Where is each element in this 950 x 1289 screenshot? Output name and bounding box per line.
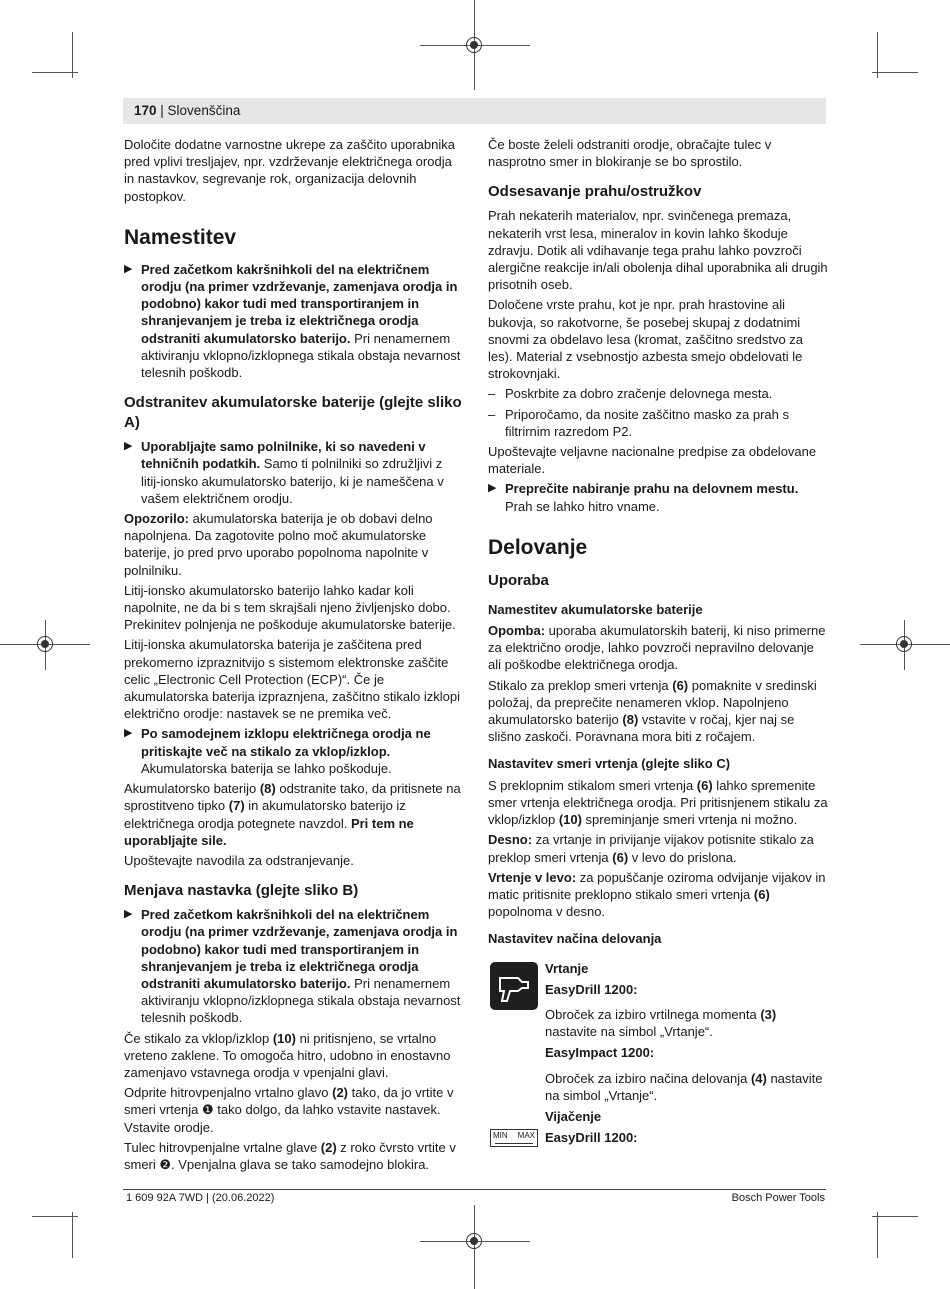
- page-number: 170: [134, 103, 157, 118]
- triangle-bullet-icon: ▶: [124, 908, 133, 921]
- opozorilo-paragraph: Opozorilo: akumulatorska baterija je ob dobavi delno napolnjena. Da zagotovite polno moč akumulatorske baterije, jo pred prvo uporabo popolnoma napolnite v polnilniku.: [124, 511, 433, 578]
- triangle-bullet-icon: ▶: [124, 727, 133, 740]
- stikalo-paragraph: Če stikalo za vklop/izklop (10) ni pritisnjeno, se vrtalno vreteno zaklene. To omogoča hitro, udobno in enostavno zamenjavo vstavnega orodja v vpenjalni glavi.: [124, 1030, 451, 1080]
- predpise-paragraph: Upoštevajte veljavne nacionalne predpise za obdelovane materiale.: [488, 444, 817, 477]
- heading-menjava: Menjava nastavka (glejte sliko B): [124, 882, 359, 900]
- warning-bullet: ▶ Uporabljajte samo polnilnike, ki so navedeni v tehničnih podatkih. Samo ti polnilniki so združljivi z litij-ionsko akumulatorsko baterijo, ki je nameščena v vašem električnem orodju.: [124, 439, 444, 506]
- prah-paragraph-2: Določene vrste prahu, kot je npr. prah hrastovine ali bukovja, so rakotvorne, še posebej skupaj z dodatnimi snovmi za obdelavo lesa (kromat, zaščitno sredstvo za les). Material z vsebnostjo azbesta smejo obdelovati le strokovnjaki.: [488, 297, 804, 382]
- levo-paragraph: Vrtenje v levo: za popuščanje oziroma odvijanje vijakov in matic pritisnite preklopno stikalo smeri vrtenja (6) popolnoma v desno.: [488, 869, 826, 920]
- triangle-bullet-icon: ▶: [488, 482, 497, 495]
- litij-paragraph-2: Litij-ionska akumulatorska baterija je zaščitena pred prekomerno izpraznitvijo s sistemom elektronske zaščite celic „Electronic Cell Protection (ECP)“. Če je akumulatorska baterija izpraznjena, zaščitno stikalo izklopi električno orodje: nastavek se ne premika več.: [124, 637, 460, 722]
- drill-icon: [490, 962, 538, 1010]
- footer-brand: Bosch Power Tools: [731, 1192, 825, 1204]
- registration-target-icon: [466, 1233, 482, 1249]
- stikalo-smer-paragraph: Stikalo za preklop smeri vrtenja (6) pomaknite v sredinski položaj, da preprečite nenameren vklop. Napolnjeno akumulatorsko baterijo (8) vstavite v ročaj, kjer naj se slišno zaskoči. Poravnana mora biti z ročajem.: [488, 677, 817, 745]
- heading-odstranitev: Odstranitev akumulatorske baterije (glejte sliko A): [124, 394, 462, 432]
- heading-namestitev-akku: Namestitev akumulatorske baterije: [488, 601, 703, 617]
- disposal-paragraph: Upoštevajte navodila za odstranjevanje.: [124, 852, 354, 868]
- easydrill-label: EasyDrill 1200:: [545, 1130, 638, 1146]
- vijacenje-title: Vijačenje: [545, 1108, 602, 1124]
- remove-battery-paragraph: Akumulatorsko baterijo (8) odstranite tako, da pritisnete na sprostitveno tipko (7) in akumulatorsko baterijo iz električnega orodja potegnete navzdol. Pri tem ne uporabljajte sile.: [124, 781, 461, 848]
- intro-paragraph: Določite dodatne varnostne ukrepe za zaščito uporabnika pred vplivi tresljajev, npr. vzdrževanje električnega orodja in nastavkov, segrevanje rok, organizacija delovnih postopkov.: [124, 137, 455, 204]
- heading-delovanje: Delovanje: [488, 535, 588, 559]
- heading-odsesavanje: Odsesavanje prahu/ostružkov: [488, 183, 702, 201]
- heading-uporaba: Uporaba: [488, 571, 549, 589]
- easydrill-label: EasyDrill 1200:: [545, 981, 638, 997]
- warning-bullet: ▶ Po samodejnem izklopu električnega orodja ne pritiskajte več na stikalo za vklop/izklop. Akumulatorska baterija se lahko poškoduje.: [124, 726, 431, 776]
- obrocek-nacin-paragraph: Obroček za izbiro načina delovanja (4) nastavite na simbol „Vrtanje“.: [545, 1070, 823, 1103]
- desno-paragraph: Desno: za vrtanje in privijanje vijakov potisnite stikalo za preklop smeri vrtenja (6) v levo do prislona.: [488, 832, 814, 865]
- odprite-paragraph: Odprite hitrovpenjalno vrtalno glavo (2) tako, da jo vrtite v smeri vrtenja ❶ tako dolgo, da lahko vstavite nastavek. Vstavite orodje.: [124, 1085, 454, 1135]
- easyimpact-label: EasyImpact 1200:: [545, 1045, 655, 1061]
- heading-nacin-delovanja: Nastavitev načina delovanja: [488, 931, 662, 947]
- right-column: [488, 136, 828, 1149]
- mode-vrtanje: [488, 960, 828, 1126]
- registration-target-icon: [37, 636, 53, 652]
- obrocek-vrtilni-paragraph: Obroček za izbiro vrtilnega momenta (3) nastavite na simbol „Vrtanje“.: [545, 1006, 777, 1040]
- triangle-bullet-icon: ▶: [124, 440, 133, 453]
- crop-mark: [872, 1216, 918, 1217]
- crop-mark: [872, 72, 918, 73]
- tulec-paragraph: Tulec hitrovpenjalne vrtalne glave (2) z roko čvrsto vrtite v smeri ❷. Vpenjalna glava se tako samodejno blokira.: [124, 1139, 456, 1172]
- crop-mark: [32, 1216, 78, 1217]
- warning-bullet: ▶ Pred začetkom kakršnihkoli del na električnem orodju (na primer vzdrževanje, zamenjava orodja in podobno) kakor tudi med transportiranjem in shranjevanjem je treba iz električnega orodja odstraniti akumulatorsko baterijo. Pri nenamernem aktiviranju vklopno/izklopnega stikala obstaja nevarnost telesnih poškodb.: [124, 907, 461, 1026]
- litij-paragraph-1: Litij-ionsko akumulatorsko baterijo lahko kadar koli napolnite, ne da bi s tem skrajšali njeno življenjsko dobo. Prekinitev polnjenja ne poškoduje akumulatorske baterije.: [124, 582, 456, 633]
- vrtanje-title: Vrtanje: [545, 960, 589, 976]
- list-item: – Priporočamo, da nosite zaščitno masko za prah s filtrirnim razredom P2.: [488, 406, 789, 439]
- footer-doc-id: 1 609 92A 7WD | (20.06.2022): [126, 1192, 275, 1204]
- mode-vijacenje: [488, 1129, 828, 1146]
- odstraniti-paragraph: Če boste želeli odstraniti orodje, obračajte tulec v nasprotno smer in blokiranje se bo sprostilo.: [488, 137, 772, 170]
- heading-smer-vrtenja: Nastavitev smeri vrtenja (glejte sliko C): [488, 756, 731, 772]
- page-header: 170 | Slovenščina: [134, 103, 241, 118]
- preklop-paragraph: S preklopnim stikalom smeri vrtenja (6) lahko spremenite smer vrtenja električnega orodja. Pri pritisnjenem stikalu za vklop/izklop (10) spreminjanje smeri vrtenja ni možno.: [488, 777, 828, 828]
- crop-mark: [32, 72, 78, 73]
- opomba-paragraph: Opomba: uporaba akumulatorskih baterij, ki niso primerne za električno orodje, lahko povzroči nepravilno delovanje ali poškodbe električnega orodja.: [488, 623, 826, 673]
- warning-bullet: ▶ Pred začetkom kakršnihkoli del na električnem orodju (na primer vzdrževanje, zamenjava orodja in podobno) kakor tudi med transportiranjem in shranjevanjem je treba iz električnega orodja odstraniti akumulatorsko baterijo. Pri nenamernem aktiviranju vklopno/izklopnega stikala obstaja nevarnost telesnih poškodb.: [124, 261, 461, 381]
- left-column: [124, 136, 464, 1176]
- registration-target-icon: [466, 37, 482, 53]
- crop-mark: [72, 1212, 73, 1258]
- torque-minmax-icon: MIN MAX: [490, 1129, 538, 1147]
- list-item: – Poskrbite za dobro zračenje delovnega mesta.: [488, 386, 773, 402]
- heading-namestitev: Namestitev: [124, 225, 237, 249]
- header-language: Slovenščina: [167, 103, 241, 118]
- footer-divider: [123, 1189, 826, 1190]
- prah-paragraph-1: Prah nekaterih materialov, npr. svinčenega premaza, nekaterih vrst lesa, mineralov in kovin lahko škoduje zdravju. Dotik ali vdihavanje tega prahu lahko povzroči alergične reakcije in/ali obolenja dihal uporabnika ali drugih prisotnih oseb.: [488, 208, 828, 293]
- warning-bullet: ▶ Preprečite nabiranje prahu na delovnem mestu. Prah se lahko hitro vname.: [488, 481, 799, 514]
- registration-target-icon: [896, 636, 912, 652]
- crop-mark: [877, 1212, 878, 1258]
- triangle-bullet-icon: ▶: [124, 262, 133, 275]
